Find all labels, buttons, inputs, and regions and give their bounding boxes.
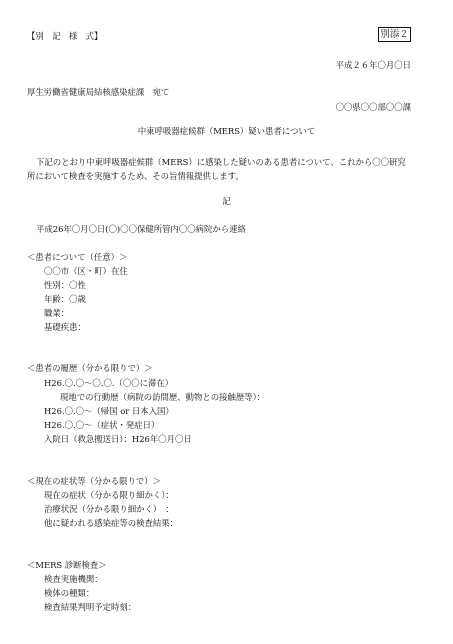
patient-age: 年齢：〇歳 — [44, 294, 86, 304]
form-label: 【別 記 様 式】 — [27, 31, 103, 41]
patient-residence: 〇〇市（区・町）在住 — [44, 266, 128, 276]
symptoms-treatment: 治療状況（分かる限り細かく） ： — [44, 504, 174, 514]
diagnosis-specimen: 検体の種類： — [44, 588, 95, 598]
symptoms-current: 現在の症状（分かる限り細かく）： — [44, 490, 174, 500]
intro-line-1: 下記のとおり中東呼吸器症候群（MERS）に感染した疑いのある患者について、これから〇〇研究 — [36, 157, 406, 167]
patient-underlying-disease: 基礎疾患： — [44, 322, 86, 332]
intro-line-2: 所において検査を実施するため、その旨情報提供します。 — [27, 171, 244, 181]
document-title: 中東呼吸器症候群（MERS）疑い患者について — [137, 126, 316, 136]
symptoms-heading: ＜現在の症状等（分かる限りで）＞ — [27, 476, 161, 486]
contact-line: 平成26年〇月〇日(〇)〇〇保健所管内〇〇病院から連絡 — [36, 224, 246, 234]
history-stay: H26.〇.〇～〇.〇.（〇〇に滞在） — [44, 378, 174, 388]
history-heading: ＜患者の履歴（分かる限りで）＞ — [27, 363, 153, 373]
attachment-label: 別添２ — [378, 27, 411, 42]
history-admission: 入院日（救急搬送日）：H26年〇月〇日 — [44, 434, 192, 444]
diagnosis-heading: ＜MERS 診断検査＞ — [27, 560, 107, 570]
patient-occupation: 職業： — [44, 308, 70, 318]
document-date: 平成２６年〇月〇日 — [335, 60, 411, 70]
patient-sex: 性別：〇性 — [44, 280, 86, 290]
sender: 〇〇県〇〇部〇〇課 — [335, 102, 411, 112]
history-onset: H26.〇.〇～（症状・発症日） — [44, 420, 160, 430]
ki-heading: 記 — [222, 196, 231, 206]
history-local-activity: 現地での行動歴（病院の訪問歴、動物との接触歴等）： — [60, 392, 266, 402]
recipient: 厚生労働省健康局結核感染症課 宛て — [27, 87, 170, 97]
symptoms-other-tests: 他に疑われる感染症等の検査結果： — [44, 518, 178, 528]
diagnosis-result-time: 検査結果判明予定時刻： — [44, 602, 137, 612]
patient-heading: ＜患者について（任意）＞ — [27, 252, 128, 262]
diagnosis-lab: 検査実施機関： — [44, 574, 103, 584]
history-return: H26.〇.〇～（帰国 or 日本入国） — [44, 406, 174, 416]
